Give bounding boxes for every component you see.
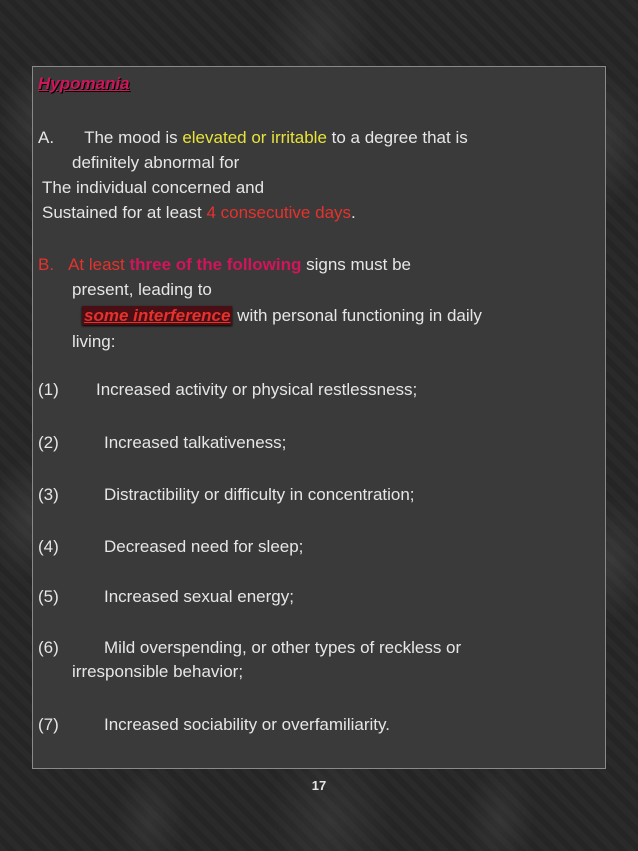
list-item-number: (3) xyxy=(38,485,59,504)
list-item xyxy=(38,587,294,607)
list-item-number: (1) xyxy=(38,380,59,399)
section-b-highlight: three of the following xyxy=(129,255,302,274)
section-a-line-3: The individual concerned and xyxy=(42,178,265,197)
list-item-text: Decreased need for sleep; xyxy=(104,537,304,556)
list-item-text: Increased sociability or overfamiliarity. xyxy=(104,715,390,734)
list-item-text: Increased sexual energy; xyxy=(104,587,294,606)
list-item-number: (2) xyxy=(38,433,59,452)
list-item xyxy=(38,485,415,505)
section-b-line-2: present, leading to xyxy=(72,280,212,299)
list-item-number: (7) xyxy=(38,715,59,734)
list-item xyxy=(38,715,390,735)
list-item xyxy=(38,537,303,557)
section-a-line-2: definitely abnormal for xyxy=(72,153,240,172)
page-number: 17 xyxy=(311,778,327,793)
list-item-continuation: irresponsible behavior; xyxy=(72,662,244,681)
section-a-line-1: A. The mood is elevated or irritable to a degree that is xyxy=(38,128,468,147)
list-item-number: (4) xyxy=(38,537,59,556)
section-a-line-4: Sustained for at least 4 consecutive days. xyxy=(42,203,356,222)
section-a-highlight: elevated or irritable xyxy=(182,128,327,147)
section-a-duration: 4 consecutive days xyxy=(206,203,352,222)
list-item-text: Mild overspending, or other types of reckless or xyxy=(104,638,462,657)
list-item xyxy=(38,380,417,400)
interference-highlight: some interference xyxy=(84,306,231,325)
list-item-number: (5) xyxy=(38,587,59,606)
list-item-text: Distractibility or difficulty in concentration; xyxy=(104,485,415,504)
slide-title: Hypomania xyxy=(38,74,130,93)
list-item xyxy=(38,638,461,658)
list-item-number: (6) xyxy=(38,638,59,657)
list-item-text: Increased talkativeness; xyxy=(104,433,287,452)
list-item xyxy=(38,433,286,453)
section-b-line-3: some interference with personal functioning in daily xyxy=(84,306,482,325)
list-item-text: Increased activity or physical restlessness; xyxy=(96,380,418,399)
section-b-marker: B. xyxy=(38,255,55,274)
section-b-line-1: B. At least three of the following signs must be xyxy=(38,255,411,274)
section-a-marker: A. xyxy=(38,128,55,147)
section-b-line-4: living: xyxy=(72,332,116,351)
